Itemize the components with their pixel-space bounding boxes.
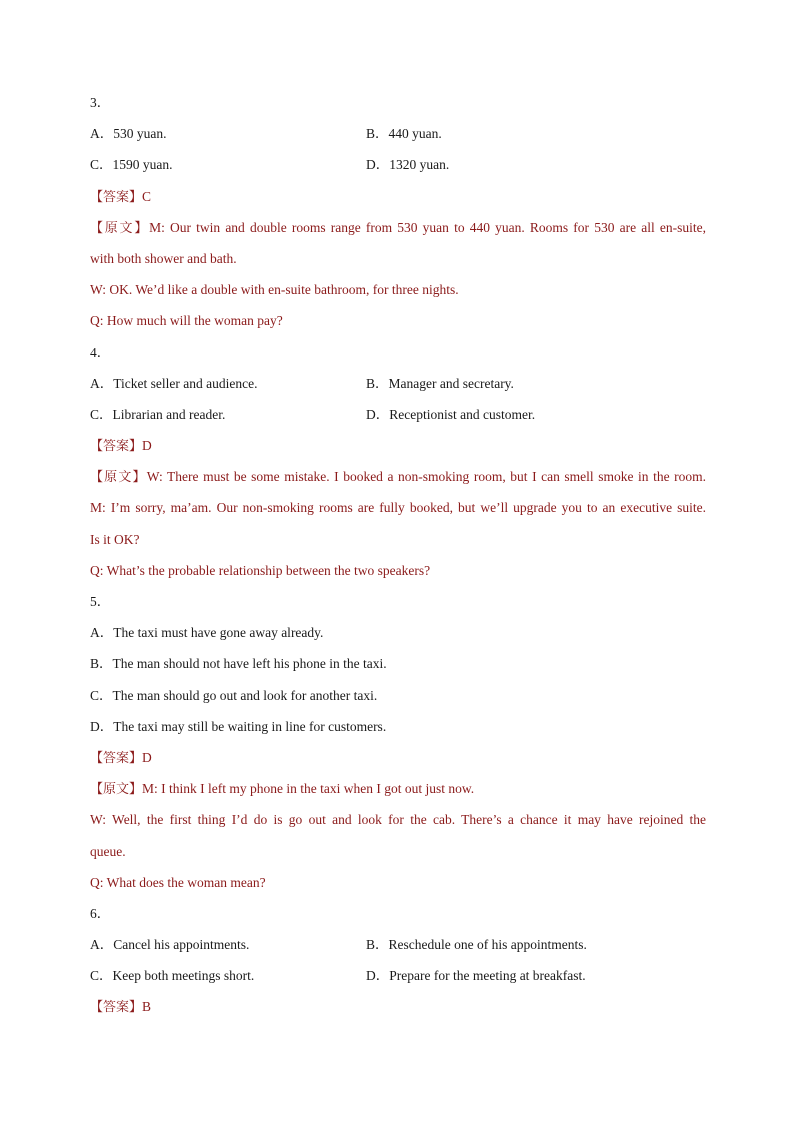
transcript-line xyxy=(90,773,706,804)
transcript-line: W: OK. We’d like a double with en-suite bathroom, for three nights. xyxy=(90,282,459,298)
question-number: 6． xyxy=(90,905,111,921)
answer-value: C xyxy=(142,188,152,204)
option-a: A．Ticket seller and audience. xyxy=(90,375,258,391)
transcript-text: W: There must be some mistake. I booked a non-smoking room, but I can smell smoke in the room. xyxy=(146,469,706,485)
answer-line xyxy=(90,181,706,212)
answer-tag: 【答案】 xyxy=(90,750,143,766)
option-row xyxy=(90,149,706,180)
question-number: 4． xyxy=(90,344,111,360)
option-a: A．The taxi must have gone away already. xyxy=(90,625,324,641)
transcript-line: queue. xyxy=(90,843,126,859)
answer-line xyxy=(90,991,706,1022)
option-a: A．Cancel his appointments. xyxy=(90,937,250,953)
option-b: B．Reschedule one of his appointments. xyxy=(366,937,587,953)
answer-line xyxy=(90,430,706,461)
option-d: D．The taxi may still be waiting in line for customers. xyxy=(90,718,387,734)
answer-value: D xyxy=(142,438,152,454)
option-c: C．Librarian and reader. xyxy=(90,406,226,422)
document-page xyxy=(90,87,706,1023)
transcript-question: Q: What does the woman mean? xyxy=(90,874,266,890)
transcript-line xyxy=(90,212,706,243)
transcript-line: Is it OK? xyxy=(90,531,140,547)
question-number: 3． xyxy=(90,95,111,110)
transcript-question: Q: How much will the woman pay? xyxy=(90,313,283,329)
answer-line xyxy=(90,742,706,773)
transcript-line xyxy=(90,461,706,492)
answer-tag: 【答案】 xyxy=(90,189,143,205)
option-c: C．The man should go out and look for another taxi. xyxy=(90,687,378,703)
option-c: C．1590 yuan. xyxy=(90,157,173,173)
option-a: A．530 yuan. xyxy=(90,126,167,142)
transcript-text: M: I think I left my phone in the taxi when I got out just now. xyxy=(142,781,475,797)
option-d: D．1320 yuan. xyxy=(366,157,450,173)
transcript-question: Q: What’s the probable relationship between the two speakers? xyxy=(90,562,431,578)
option-row xyxy=(90,960,706,991)
transcript-line: M: I’m sorry, ma’am. Our non-smoking rooms are fully booked, but we’ll upgrade you to an executive suite. xyxy=(90,500,706,516)
transcript-line: with both shower and bath. xyxy=(90,250,237,266)
transcript-tag: 【原文】 xyxy=(90,782,143,798)
option-b: B．Manager and secretary. xyxy=(366,375,514,391)
transcript-tag: 【原文】 xyxy=(90,470,147,486)
option-row xyxy=(90,929,706,960)
transcript-line: W: Well, the first thing I’d do is go out and look for the cab. There’s a chance it may have rejoined the xyxy=(90,812,706,828)
transcript-text: M: Our twin and double rooms range from 530 yuan to 440 yuan. Rooms for 530 are all en-suite, xyxy=(149,219,706,235)
option-row xyxy=(90,368,706,399)
option-d: D．Prepare for the meeting at breakfast. xyxy=(366,968,586,984)
answer-tag: 【答案】 xyxy=(90,439,143,455)
answer-tag: 【答案】 xyxy=(90,1000,143,1016)
option-row xyxy=(90,118,706,149)
option-d: D．Receptionist and customer. xyxy=(366,406,536,422)
answer-value: D xyxy=(142,749,152,765)
option-b: B．The man should not have left his phone in the taxi. xyxy=(90,656,387,672)
transcript-tag: 【原文】 xyxy=(90,220,150,236)
question-number: 5． xyxy=(90,594,111,609)
option-row xyxy=(90,399,706,430)
answer-value: B xyxy=(142,999,152,1015)
option-b: B．440 yuan. xyxy=(366,126,442,142)
option-c: C．Keep both meetings short. xyxy=(90,968,255,984)
